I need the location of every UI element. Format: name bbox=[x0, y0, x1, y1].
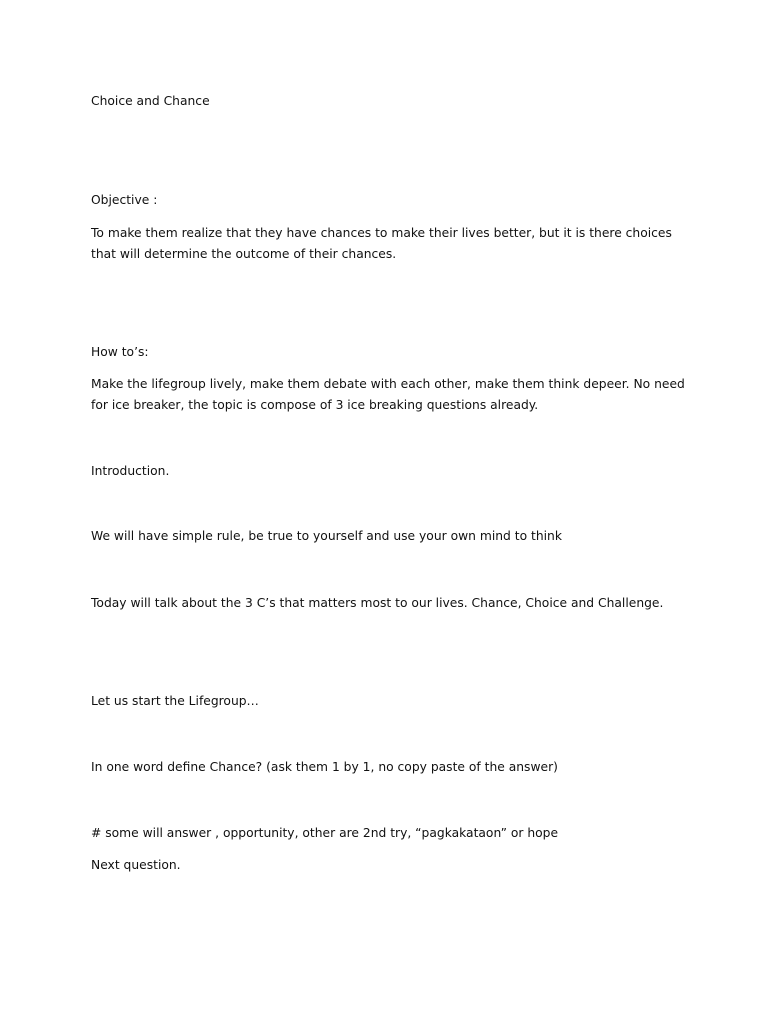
next-question-text: Next question. bbox=[91, 858, 181, 872]
introduction-heading: Introduction. bbox=[91, 464, 170, 478]
document-title: Choice and Chance bbox=[91, 94, 210, 108]
question-one-text: In one word define Chance? (ask them 1 by 1, no copy paste of the answer) bbox=[91, 760, 558, 774]
answers-note-text: # some will answer , opportunity, other are 2nd try, “pagkakataon” or hope bbox=[91, 826, 559, 840]
howtos-heading: How to’s: bbox=[91, 345, 149, 359]
start-text: Let us start the Lifegroup… bbox=[91, 694, 259, 708]
howtos-text: Make the lifegroup lively, make them debate with each other, make them think depeer. No need for ice breaker, the topic is compose of 3 ice breaking questions already. bbox=[91, 377, 685, 412]
objective-text: To make them realize that they have chances to make their lives better, but it is there choices that will determine the outcome of their chances. bbox=[91, 226, 672, 261]
rule-text: We will have simple rule, be true to yourself and use your own mind to think bbox=[91, 529, 562, 543]
objective-heading: Objective : bbox=[91, 193, 158, 207]
three-cs-text: Today will talk about the 3 C’s that matters most to our lives. Chance, Choice and Challenge. bbox=[91, 596, 664, 610]
